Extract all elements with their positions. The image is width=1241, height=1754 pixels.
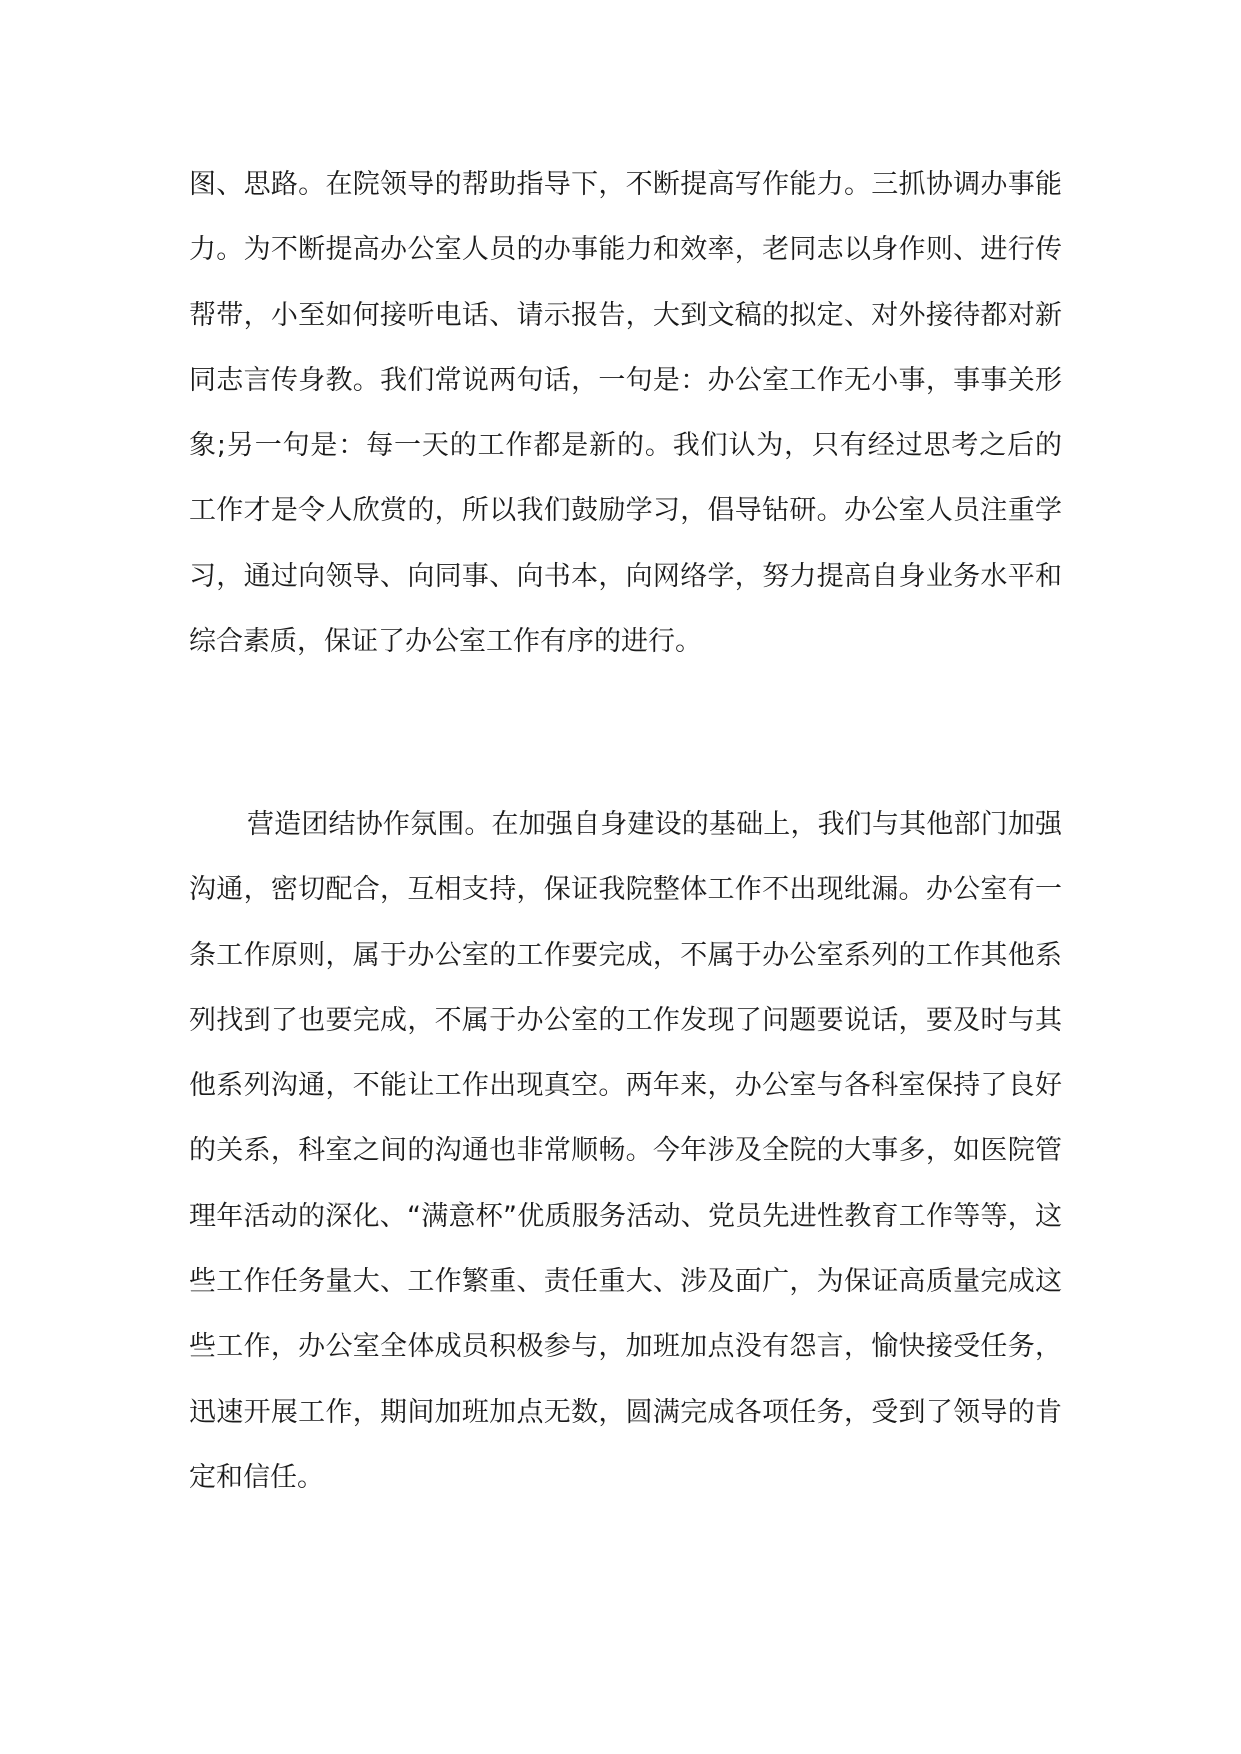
body-paragraph: 图、思路。在院领导的帮助指导下，不断提高写作能力。三抓协调办事能力。为不断提高办公室人员的办事能力和效率，老同志以身作则、进行传帮带，小至如何接听电话、请示报告，大到文稿的拟定、对外接待都对新同志言传身教。我们常说两句话，一句是：办公室工作无小事，事事关形象;另一句是：每一天的工作都是新的。我们认为，只有经过思考之后的工作才是令人欣赏的，所以我们鼓励学习，倡导钻研。办公室人员注重学习，通过向领导、向同事、向书本，向网络学，努力提高自身业务水平和综合素质，保证了办公室工作有序的进行。 <box>189 169 1062 658</box>
body-paragraph: 营造团结协作氛围。在加强自身建设的基础上，我们与其他部门加强沟通，密切配合，互相支持，保证我院整体工作不出现纰漏。办公室有一条工作原则，属于办公室的工作要完成，不属于办公室系列的工作其他系列找到了也要完成，不属于办公室的工作发现了问题要说话，要及时与其他系列沟通，不能让工作出现真空。两年来，办公室与各科室保持了良好的关系，科室之间的沟通也非常顺畅。今年涉及全院的大事多，如医院管理年活动的深化、“满意杯”优质服务活动、党员先进性教育工作等等，这些工作任务量大、工作繁重、责任重大、涉及面广，为保证高质量完成这些工作，办公室全体成员积极参与，加班加点没有怨言，愉快接受任务，迅速开展工作，期间加班加点无数，圆满完成各项任务，受到了领导的肯定和信任。 <box>189 809 1062 1493</box>
